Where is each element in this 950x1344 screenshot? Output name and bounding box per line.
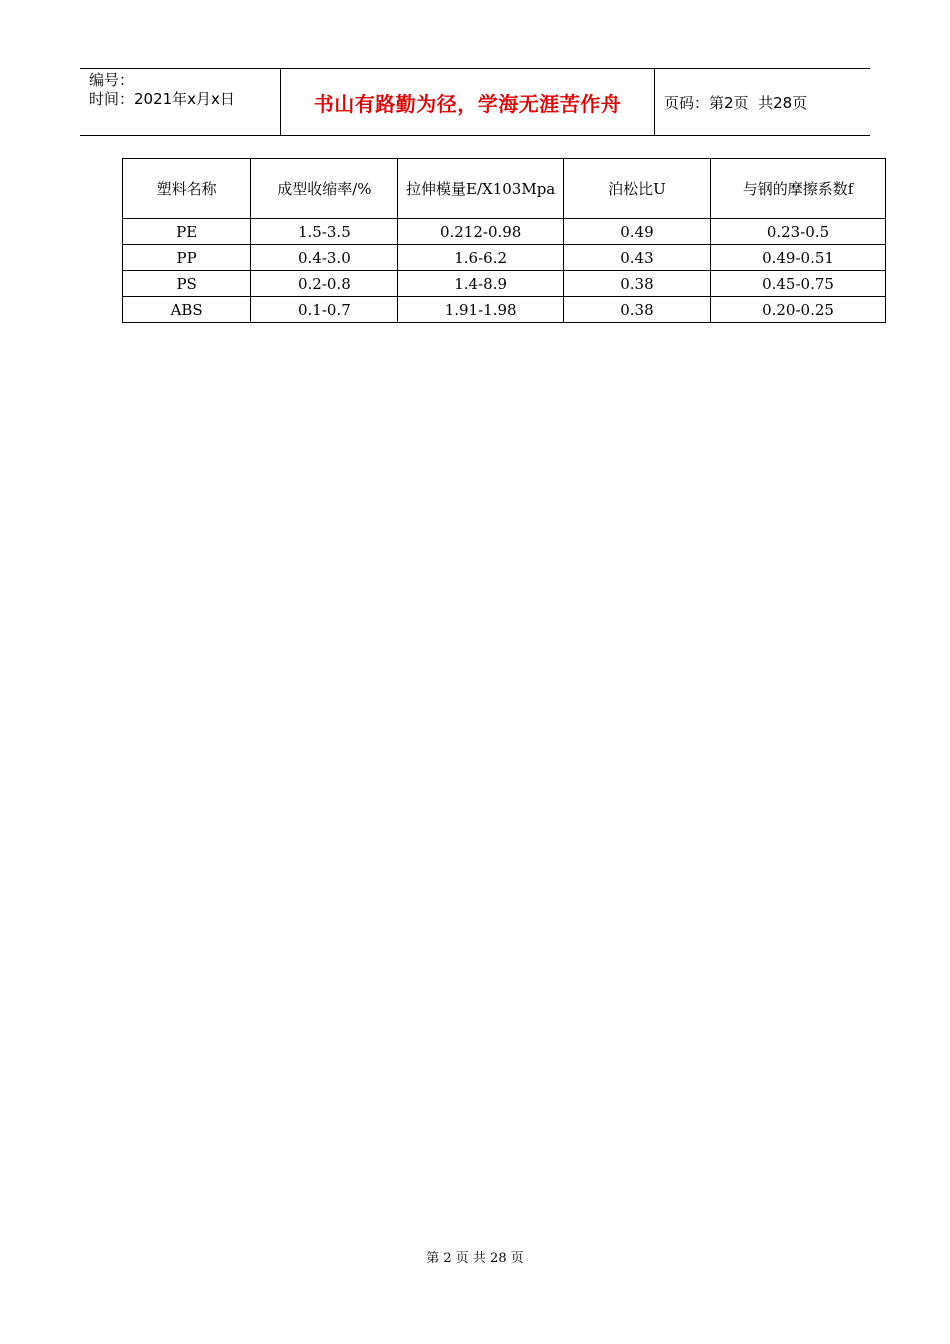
table-cell: 0.20-0.25 [711, 297, 886, 323]
table-cell: 0.45-0.75 [711, 271, 886, 297]
table-cell: PE [123, 219, 251, 245]
plastics-properties-table [122, 158, 886, 323]
document-number-label: 编号： [89, 71, 135, 89]
table-row [123, 297, 886, 323]
table-cell: 0.23-0.5 [711, 219, 886, 245]
document-time-label: 时间：2021年x月x日 [89, 90, 235, 108]
table-cell: 0.38 [563, 271, 710, 297]
table-cell: 1.6-6.2 [398, 245, 563, 271]
table-cell: 0.2-0.8 [251, 271, 398, 297]
table-cell: 0.212-0.98 [398, 219, 563, 245]
column-header-plastic-name: 塑料名称 [123, 159, 251, 219]
table-cell: PP [123, 245, 251, 271]
table-cell: PS [123, 271, 251, 297]
header-page-info: 页码：第2页 共28页 [664, 93, 808, 112]
header-motto: 书山有路勤为径，学海无涯苦作舟 [281, 69, 655, 135]
table-cell: 0.43 [563, 245, 710, 271]
column-header-tensile-modulus: 拉伸模量E/X103Mpa [398, 159, 563, 219]
table-row [123, 219, 886, 245]
table-cell: ABS [123, 297, 251, 323]
page-header [80, 68, 870, 136]
header-meta [80, 69, 281, 135]
table-cell: 1.91-1.98 [398, 297, 563, 323]
table-cell: 0.1-0.7 [251, 297, 398, 323]
table-cell: 0.49-0.51 [711, 245, 886, 271]
table-row [123, 271, 886, 297]
table-cell: 0.38 [563, 297, 710, 323]
table-cell: 1.5-3.5 [251, 219, 398, 245]
page-footer: 第 2 页 共 28 页 [426, 1251, 524, 1266]
table-row [123, 245, 886, 271]
table-cell: 0.49 [563, 219, 710, 245]
column-header-poisson-ratio: 泊松比U [563, 159, 710, 219]
table-cell: 0.4-3.0 [251, 245, 398, 271]
table-cell: 1.4-8.9 [398, 271, 563, 297]
table-header-row [123, 159, 886, 219]
column-header-shrinkage: 成型收缩率/% [251, 159, 398, 219]
column-header-friction-coefficient: 与钢的摩擦系数f [711, 159, 886, 219]
